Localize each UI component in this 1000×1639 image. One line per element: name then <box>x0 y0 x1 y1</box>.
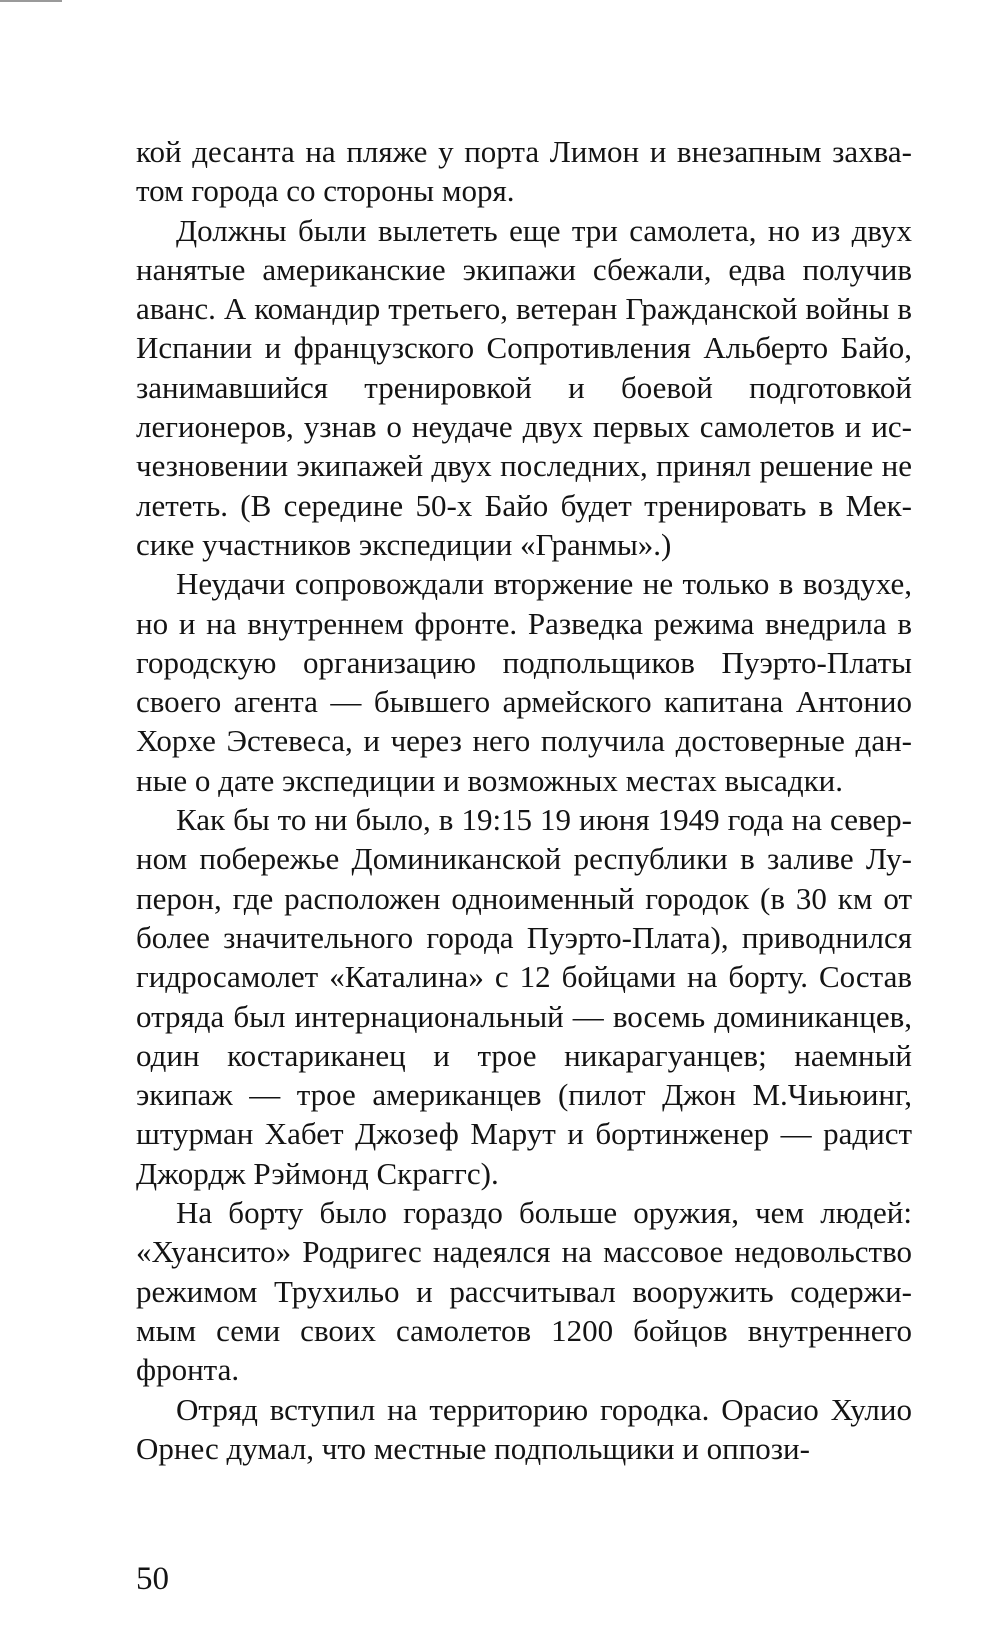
paragraph-3: Неудачи сопровождали вторжение не только в воздухе, но и на внутреннем фронте. Разведка режима внедрила в городскую организацию подпольщиков Пуэрто-Платы своего агента — бывшего армейского капитана Антонио Хорхе Эстевеса, и через него получила достоверные данные о дате экспедиции и возможных местах высадки. <box>136 566 912 798</box>
paragraph-1: кой десанта на пляже у порта Лимон и внезапным захватом города со стороны моря. <box>136 134 912 209</box>
paragraph-4: Как бы то ни было, в 19:15 19 июня 1949 года на северном побережье Доминиканской республики в заливе Луперон, где расположен одноименный городок (в 30 км от более значительного города Пуэрто-Плата), приводнился гидросамолет «Каталина» с 12 бойцами на борту. Состав отряда был интернациональный — восемь доминиканцев, один костариканец и трое никарагуанцев; наемный экипаж — трое американцев (пилот Джон М.Чиьюинг, штурман Хабет Джозеф Марут и бортинженер — радист Джордж Рэймонд Скраггс). <box>136 802 912 1191</box>
paragraph-5: На борту было гораздо больше оружия, чем людей: «Хуансито» Родригес надеялся на массовое недовольство режимом Трухильо и рассчитывал вооружить содержимым семи своих самолетов 1200 бойцов внутреннего фронта. <box>136 1195 912 1388</box>
scan-corner-mark <box>0 0 62 2</box>
paragraph-2: Должны были вылететь еще три самолета, но из двух нанятые американские экипажи сбежали, едва получив аванс. А командир третьего, ветеран Гражданской войны в Испании и французского Сопротивления Альберто Байо, занимавшийся тренировкой и боевой подготовкой легионеров, узнав о неудаче двух первых самолетов и исчезновении экипажей двух последних, принял решение не лететь. (В середине 50-х Байо будет тренировать в Мексике участников экспедиции «Гранмы».) <box>136 212 912 562</box>
page-body <box>136 132 912 1468</box>
paragraph-6: Отряд вступил на территорию городка. Орасио Хулио Орнес думал, что местные подпольщики и оппози- <box>136 1391 912 1466</box>
page-number: 50 <box>136 1561 169 1597</box>
